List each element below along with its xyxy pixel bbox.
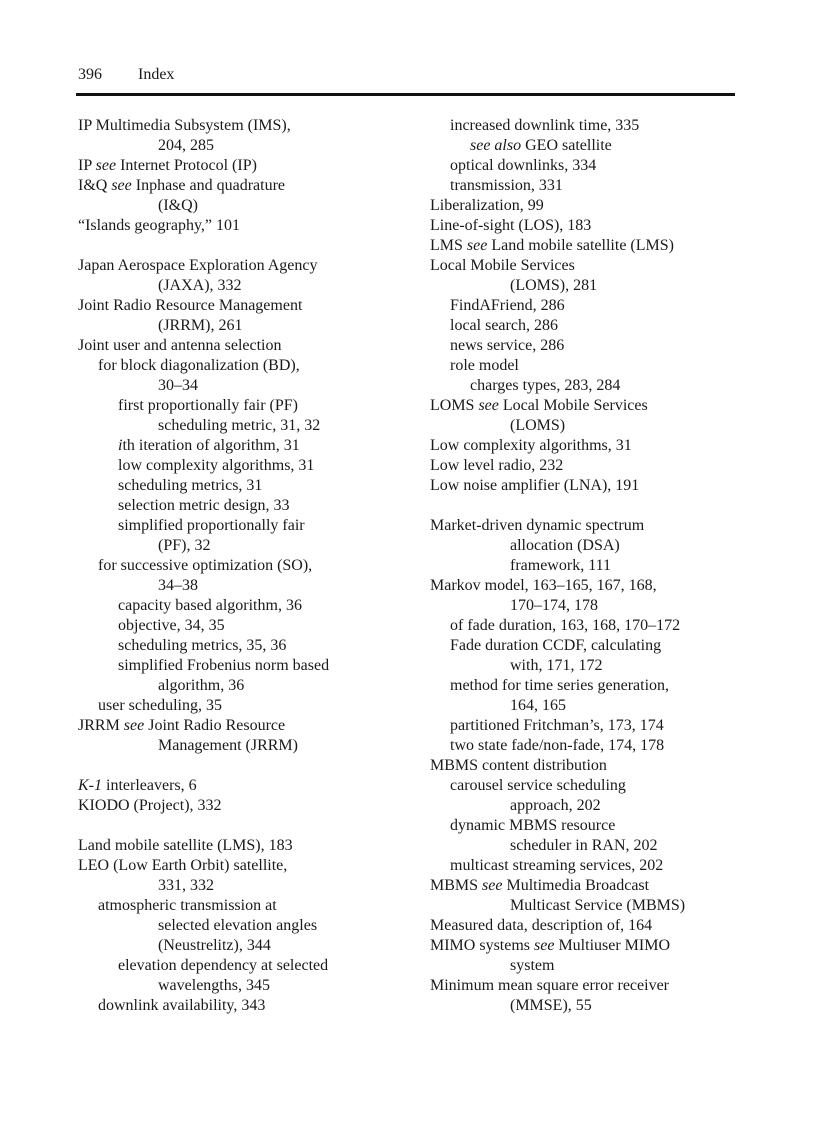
index-subentry xyxy=(78,316,418,336)
entry-text: for block diagonalization (BD), xyxy=(98,357,300,374)
index-subentry xyxy=(78,636,418,656)
index-subentry xyxy=(430,896,750,916)
entry-text: (LOMS), 281 xyxy=(510,277,598,294)
italic-text: see xyxy=(478,397,499,414)
entry-text: capacity based algorithm, 36 xyxy=(118,597,302,614)
entry-text: atmospheric transmission at xyxy=(98,897,277,914)
entry-text: Low level radio, 232 xyxy=(430,457,564,474)
index-subentry xyxy=(78,356,418,376)
index-entry xyxy=(430,756,750,776)
index-entry xyxy=(78,296,418,316)
entry-text: dynamic MBMS resource xyxy=(450,817,616,834)
entry-text: selected elevation angles xyxy=(158,917,318,934)
entry-text: 204, 285 xyxy=(158,137,214,154)
page-number: 396 xyxy=(78,66,102,83)
entry-text: I&Q xyxy=(78,177,112,194)
index-column-right xyxy=(430,116,750,1016)
entry-text: 164, 165 xyxy=(510,697,566,714)
italic-text: see xyxy=(95,157,117,174)
entry-text: partitioned Fritchman’s, 173, 174 xyxy=(450,717,664,734)
entry-text: scheduler in RAN, 202 xyxy=(510,837,658,854)
index-subentry xyxy=(430,696,750,716)
entry-text: for successive optimization (SO), xyxy=(98,557,313,574)
index-subentry xyxy=(78,536,418,556)
index-subentry xyxy=(430,996,750,1016)
entry-text: (Neustrelitz), 344 xyxy=(158,937,271,954)
index-subentry xyxy=(430,676,750,696)
index-subentry xyxy=(430,336,750,356)
index-entry xyxy=(78,176,418,196)
entry-text: framework, 111 xyxy=(510,557,611,574)
index-subentry xyxy=(78,736,418,756)
entry-text: IP xyxy=(78,157,96,174)
running-title: Index xyxy=(138,66,175,83)
index-entry xyxy=(430,436,750,456)
entry-text: increased downlink time, 335 xyxy=(450,117,640,134)
index-subentry xyxy=(430,616,750,636)
entry-text: objective, 34, 35 xyxy=(118,617,225,634)
index-subentry xyxy=(430,136,750,156)
entry-text: LMS xyxy=(430,237,467,254)
entry-text: of fade duration, 163, 168, 170–172 xyxy=(450,617,681,634)
entry-text: th iteration of algorithm, 31 xyxy=(122,437,300,454)
index-entry xyxy=(430,396,750,416)
entry-text: “Islands geography,” 101 xyxy=(78,217,241,234)
entry-text: MIMO systems xyxy=(430,937,535,954)
index-entry xyxy=(430,916,750,936)
entry-text: news service, 286 xyxy=(450,337,565,354)
entry-text: Joint Radio Resource xyxy=(144,717,286,734)
entry-text: Low complexity algorithms, 31 xyxy=(430,437,632,454)
entry-text: (JAXA), 332 xyxy=(158,277,242,294)
entry-text: MBMS xyxy=(430,877,483,894)
entry-text: Inphase and quadrature xyxy=(131,177,286,194)
index-entry xyxy=(430,976,750,996)
index-entry xyxy=(78,856,418,876)
entry-text: GEO satellite xyxy=(521,137,612,154)
index-subentry xyxy=(78,956,418,976)
entry-text: downlink availability, 343 xyxy=(98,997,266,1014)
italic-text: i xyxy=(118,437,123,454)
index-subentry xyxy=(430,536,750,556)
entry-text: LEO (Low Earth Orbit) satellite, xyxy=(78,857,288,874)
index-subentry xyxy=(78,676,418,696)
entry-text: algorithm, 36 xyxy=(158,677,245,694)
entry-text: Land mobile satellite (LMS) xyxy=(487,237,674,254)
entry-text: allocation (DSA) xyxy=(510,537,620,554)
entry-text: system xyxy=(510,957,555,974)
italic-text: see xyxy=(466,237,488,254)
index-subentry xyxy=(78,996,418,1016)
index-subentry xyxy=(78,596,418,616)
entry-text: (LOMS) xyxy=(510,417,566,434)
index-entry xyxy=(78,216,418,236)
entry-text: (JRRM), 261 xyxy=(158,317,243,334)
index-subentry xyxy=(430,296,750,316)
entry-text: method for time series generation, xyxy=(450,677,670,694)
index-subentry xyxy=(78,456,418,476)
italic-text: K-1 xyxy=(78,777,102,794)
index-subentry xyxy=(430,176,750,196)
entry-text: optical downlinks, 334 xyxy=(450,157,597,174)
index-subentry xyxy=(78,136,418,156)
index-subentry xyxy=(78,976,418,996)
entry-text: scheduling metrics, 35, 36 xyxy=(118,637,287,654)
index-subentry xyxy=(78,396,418,416)
entry-text: Joint Radio Resource Management xyxy=(78,297,303,314)
entry-text: 170–174, 178 xyxy=(510,597,598,614)
entry-text: Joint user and antenna selection xyxy=(78,337,282,354)
entry-text: low complexity algorithms, 31 xyxy=(118,457,315,474)
index-subentry xyxy=(78,696,418,716)
entry-text: Internet Protocol (IP) xyxy=(116,157,257,174)
entry-text: selection metric design, 33 xyxy=(118,497,290,514)
index-subentry xyxy=(78,436,418,456)
entry-text: Local Mobile Services xyxy=(498,397,648,414)
index-entry xyxy=(78,336,418,356)
index-subentry xyxy=(78,476,418,496)
italic-text: see xyxy=(111,177,132,194)
index-subentry xyxy=(78,516,418,536)
index-subentry xyxy=(430,636,750,656)
entry-text: 34–38 xyxy=(158,577,198,594)
entry-text: Market-driven dynamic spectrum xyxy=(430,517,645,534)
index-entry xyxy=(430,576,750,596)
index-subentry xyxy=(430,856,750,876)
entry-text: simplified Frobenius norm based xyxy=(118,657,330,674)
index-subentry xyxy=(78,196,418,216)
index-entry xyxy=(430,456,750,476)
blank-line xyxy=(78,756,418,776)
entry-text: (I&Q) xyxy=(158,197,198,214)
entry-text: with, 171, 172 xyxy=(510,657,603,674)
index-subentry xyxy=(78,276,418,296)
entry-text: elevation dependency at selected xyxy=(118,957,329,974)
index-subentry xyxy=(430,556,750,576)
entry-text: role model xyxy=(450,357,519,374)
index-subentry xyxy=(430,276,750,296)
entry-text: Multicast Service (MBMS) xyxy=(510,897,686,914)
index-subentry xyxy=(430,356,750,376)
entry-text: Japan Aerospace Exploration Agency xyxy=(78,257,318,274)
index-entry xyxy=(430,476,750,496)
entry-text: JRRM xyxy=(78,717,124,734)
entry-text: Liberalization, 99 xyxy=(430,197,544,214)
entry-text: Markov model, 163–165, 167, 168, xyxy=(430,577,657,594)
entry-text: KIODO (Project), 332 xyxy=(78,797,222,814)
index-entry xyxy=(78,116,418,136)
index-entry xyxy=(430,516,750,536)
entry-text: Local Mobile Services xyxy=(430,257,575,274)
index-entry xyxy=(430,256,750,276)
index-subentry xyxy=(430,716,750,736)
entry-text: Low noise amplifier (LNA), 191 xyxy=(430,477,640,494)
index-entry xyxy=(78,256,418,276)
entry-text: transmission, 331 xyxy=(450,177,563,194)
entry-text: 30–34 xyxy=(158,377,198,394)
entry-text: scheduling metrics, 31 xyxy=(118,477,263,494)
index-subentry xyxy=(430,116,750,136)
entry-text: Line-of-sight (LOS), 183 xyxy=(430,217,592,234)
entry-text: (MMSE), 55 xyxy=(510,997,592,1014)
index-entry xyxy=(430,196,750,216)
italic-text: see xyxy=(123,717,145,734)
entry-text: charges types, 283, 284 xyxy=(470,377,621,394)
entry-text: MBMS content distribution xyxy=(430,757,607,774)
index-entry xyxy=(78,776,418,796)
entry-text: interleavers, 6 xyxy=(102,777,197,794)
index-entry xyxy=(78,836,418,856)
index-subentry xyxy=(430,816,750,836)
entry-text: 331, 332 xyxy=(158,877,214,894)
entry-text: IP Multimedia Subsystem (IMS), xyxy=(78,117,291,134)
index-entry xyxy=(430,876,750,896)
index-subentry xyxy=(430,596,750,616)
index-entry xyxy=(430,216,750,236)
index-subentry xyxy=(78,496,418,516)
index-entry xyxy=(78,716,418,736)
entry-text: Land mobile satellite (LMS), 183 xyxy=(78,837,293,854)
index-subentry xyxy=(78,896,418,916)
italic-text: see xyxy=(482,877,503,894)
entry-text: FindAFriend, 286 xyxy=(450,297,565,314)
entry-text: scheduling metric, 31, 32 xyxy=(158,417,321,434)
italic-text: see also xyxy=(470,137,522,154)
index-subentry xyxy=(78,616,418,636)
index-subentry xyxy=(430,776,750,796)
index-subentry xyxy=(78,936,418,956)
italic-text: see xyxy=(534,937,555,954)
entry-text: (PF), 32 xyxy=(158,537,211,554)
blank-line xyxy=(78,816,418,836)
entry-text: approach, 202 xyxy=(510,797,601,814)
entry-text: Fade duration CCDF, calculating xyxy=(450,637,662,654)
entry-text: carousel service scheduling xyxy=(450,777,626,794)
entry-text: Multiuser MIMO xyxy=(554,937,671,954)
entry-text: user scheduling, 35 xyxy=(98,697,222,714)
blank-line xyxy=(430,496,750,516)
entry-text: two state fade/non-fade, 174, 178 xyxy=(450,737,665,754)
index-subentry xyxy=(430,156,750,176)
entry-text: local search, 286 xyxy=(450,317,558,334)
index-subentry xyxy=(78,576,418,596)
index-subentry xyxy=(430,736,750,756)
index-entry xyxy=(430,236,750,256)
index-subentry xyxy=(78,656,418,676)
index-subentry xyxy=(430,376,750,396)
entry-text: multicast streaming services, 202 xyxy=(450,857,664,874)
index-subentry xyxy=(430,416,750,436)
index-subentry xyxy=(430,316,750,336)
entry-text: wavelengths, 345 xyxy=(158,977,270,994)
index-subentry xyxy=(78,556,418,576)
index-entry xyxy=(430,936,750,956)
blank-line xyxy=(78,236,418,256)
running-header xyxy=(78,64,734,88)
entry-text: Minimum mean square error receiver xyxy=(430,977,670,994)
index-subentry xyxy=(78,916,418,936)
index-subentry xyxy=(430,656,750,676)
index-subentry xyxy=(78,416,418,436)
entry-text: Multimedia Broadcast xyxy=(502,877,650,894)
index-subentry xyxy=(430,796,750,816)
index-entry xyxy=(78,796,418,816)
entry-text: Measured data, description of, 164 xyxy=(430,917,653,934)
index-subentry xyxy=(78,376,418,396)
entry-text: first proportionally fair (PF) xyxy=(118,397,298,414)
index-entry xyxy=(78,156,418,176)
entry-text: LOMS xyxy=(430,397,479,414)
header-rule xyxy=(76,93,735,96)
entry-text: Management (JRRM) xyxy=(158,737,298,754)
index-subentry xyxy=(78,876,418,896)
index-subentry xyxy=(430,836,750,856)
index-column-left xyxy=(78,116,418,1016)
index-subentry xyxy=(430,956,750,976)
entry-text: simplified proportionally fair xyxy=(118,517,305,534)
